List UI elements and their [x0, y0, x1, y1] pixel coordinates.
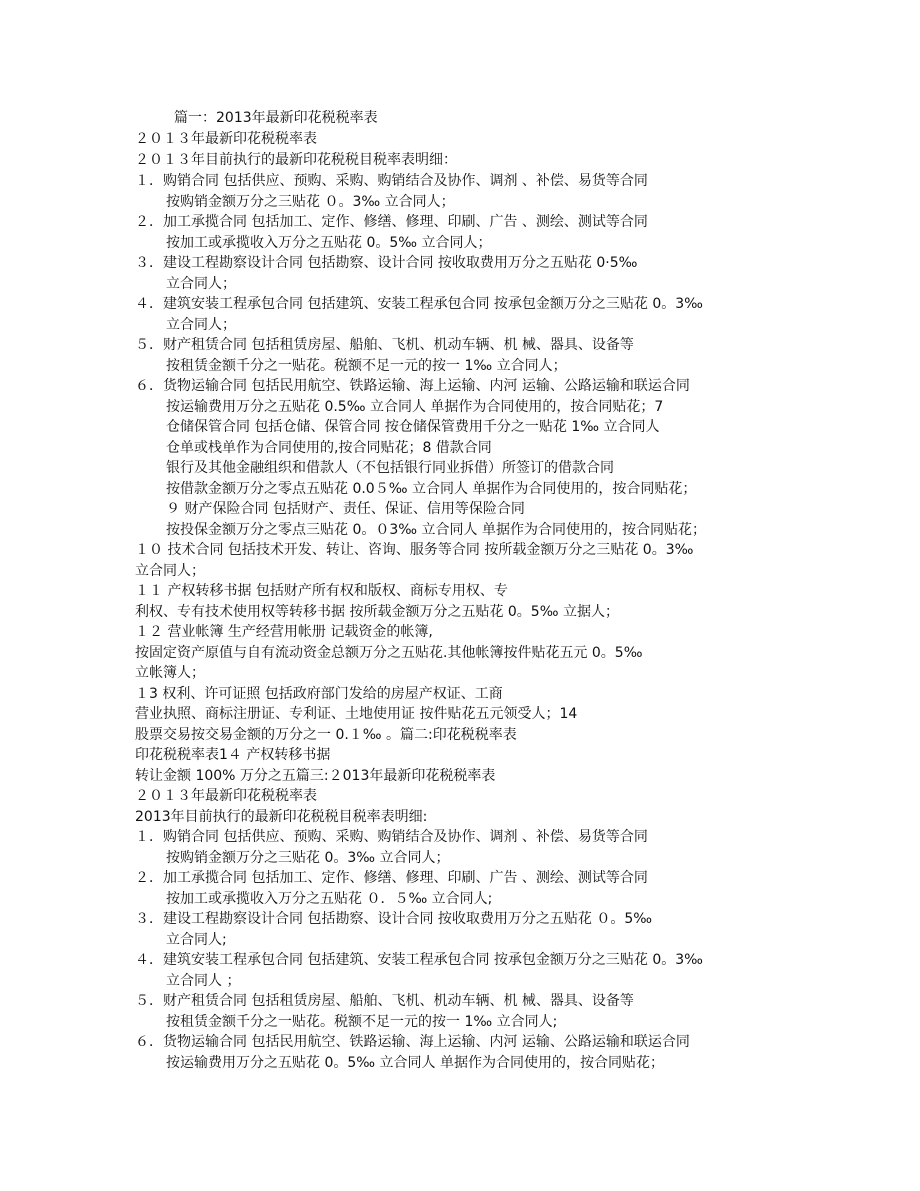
text-line: 仓储保管合同 包括仓储、保管合同 按仓储保管费用千分之一贴花 1‰ 立合同人	[166, 419, 660, 435]
title-line: 篇一：2013年最新印花税税率表	[174, 110, 378, 126]
list-item: ３．建设工程勘察设计合同 包括勘察、设计合同 按收取费用万分之五贴花 ０。5‰	[135, 911, 653, 927]
text-line: 立合同人；	[166, 276, 236, 292]
text-line: 按借款金额万分之零点五贴花 0.0５‰ 立合同人 单据作为合同使用的，按合同贴花；	[166, 481, 697, 497]
list-item: １２ 营业帐簿 生产经营用帐册 记载资金的帐簿,	[135, 624, 433, 640]
heading-line: ２０１３年最新印花税税率表	[135, 131, 317, 147]
text-line: 立合同人 ；	[166, 973, 241, 989]
text-line: 2013年目前执行的最新印花税税目税率表明细:	[135, 809, 428, 825]
list-item: １０ 技术合同 包括技术开发、转让、咨询、服务等合同 按所载金额万分之三贴花 0。3‰	[135, 542, 694, 558]
text-line: 立合同人;	[166, 932, 227, 948]
text-line: 按固定资产原值与自有流动资金总额万分之五贴花.其他帐簿按件贴花五元 0。5‰	[135, 645, 643, 661]
text-line: 股票交易按交易金额的万分之一 0.１‰ 。篇二:印花税税率表	[135, 727, 517, 743]
list-item: １．购销合同 包括供应、预购、采购、购销结合及协作、调剂 、补偿、易货等合同	[135, 829, 648, 845]
text-line: 按购销金额万分之三贴花 ０。3‰ 立合同人；	[166, 194, 455, 210]
text-line: 按购销金额万分之三贴花 0。3‰ 立合同人；	[166, 850, 450, 866]
list-item: ２．加工承揽合同 包括加工、定作、修缮、修理、印刷、广告 、测绘、测试等合同	[135, 214, 648, 230]
text-line: 利权、专有技术使用权等转移书据 按所载金额万分之五贴花 0。5‰ 立据人；	[135, 604, 619, 620]
text-line: 按运输费用万分之五贴花 0.5‰ 立合同人 单据作为合同使用的，按合同贴花；7	[166, 399, 664, 415]
text-line: 转让金额 100% 万分之五篇三:２013年最新印花税税率表	[135, 768, 496, 784]
text-line: 银行及其他金融组织和借款人（不包括银行同业拆借）所签订的借款合同	[166, 460, 614, 476]
text-line: ２０１３年目前执行的最新印花税税目税率表明细：	[135, 152, 457, 168]
list-item: １3 权利、许可证照 包括政府部门发给的房屋产权证、工商	[135, 686, 503, 702]
list-item: ５．财产租赁合同 包括租赁房屋、船舶、飞机、机动车辆、机 械、器具、设备等	[135, 337, 634, 353]
heading-line: ２０１３年最新印花税税率表	[135, 788, 317, 804]
list-item: １１ 产权转移书据 包括财产所有权和版权、商标专用权、专	[135, 583, 508, 599]
list-item: ２．加工承揽合同 包括加工、定作、修缮、修理、印刷、广告 、测绘、测试等合同	[135, 870, 648, 886]
list-item: ４．建筑安装工程承包合同 包括建筑、安装工程承包合同 按承包金额万分之三贴花 0。3‰	[135, 952, 703, 968]
text-line: 按租赁金额千分之一贴花。税额不足一元的按一 1‰ 立合同人;	[166, 1014, 558, 1030]
text-line: 立合同人；	[166, 317, 236, 333]
text-line: ９ 财产保险合同 包括财产、责任、保证、信用等保险合同	[166, 501, 525, 517]
list-item: ３．建设工程勘察设计合同 包括勘察、设计合同 按收取费用万分之五贴花 0·5‰	[135, 255, 638, 271]
text-line: 立帐簿人；	[135, 665, 205, 681]
list-item: １．购销合同 包括供应、预购、采购、购销结合及协作、调剂 、补偿、易货等合同	[135, 173, 648, 189]
list-item: ６．货物运输合同 包括民用航空、铁路运输、海上运输、内河 运输、公路运输和联运合同	[135, 1034, 690, 1050]
text-line: 按租赁金额千分之一贴花。税额不足一元的按一 1‰ 立合同人；	[166, 358, 567, 374]
text-line: 印花税税率表1４ 产权转移书据	[135, 747, 331, 763]
text-line: 立合同人；	[135, 563, 205, 579]
list-item: ４．建筑安装工程承包合同 包括建筑、安装工程承包合同 按承包金额万分之三贴花 0。3‰	[135, 296, 703, 312]
text-line: 按加工或承揽收入万分之五贴花 0。5‰ 立合同人；	[166, 235, 492, 251]
text-line: 按运输费用万分之五贴花 0。5‰ 立合同人 单据作为合同使用的，按合同贴花；	[166, 1055, 664, 1071]
list-item: ５．财产租赁合同 包括租赁房屋、船舶、飞机、机动车辆、机 械、器具、设备等	[135, 993, 634, 1009]
text-line: 营业执照、商标注册证、专利证、土地使用证 按件贴花五元领受人；14	[135, 706, 578, 722]
text-line: 按投保金额万分之零点三贴花 0。０3‰ 立合同人 单据作为合同使用的，按合同贴花；	[166, 522, 706, 538]
text-line: 按加工或承揽收入万分之五贴花 ０．５‰ 立合同人;	[166, 891, 493, 907]
text-line: 仓单或栈单作为合同使用的,按合同贴花；8 借款合同	[166, 440, 492, 456]
list-item: ６．货物运输合同 包括民用航空、铁路运输、海上运输、内河 运输、公路运输和联运合同	[135, 378, 690, 394]
